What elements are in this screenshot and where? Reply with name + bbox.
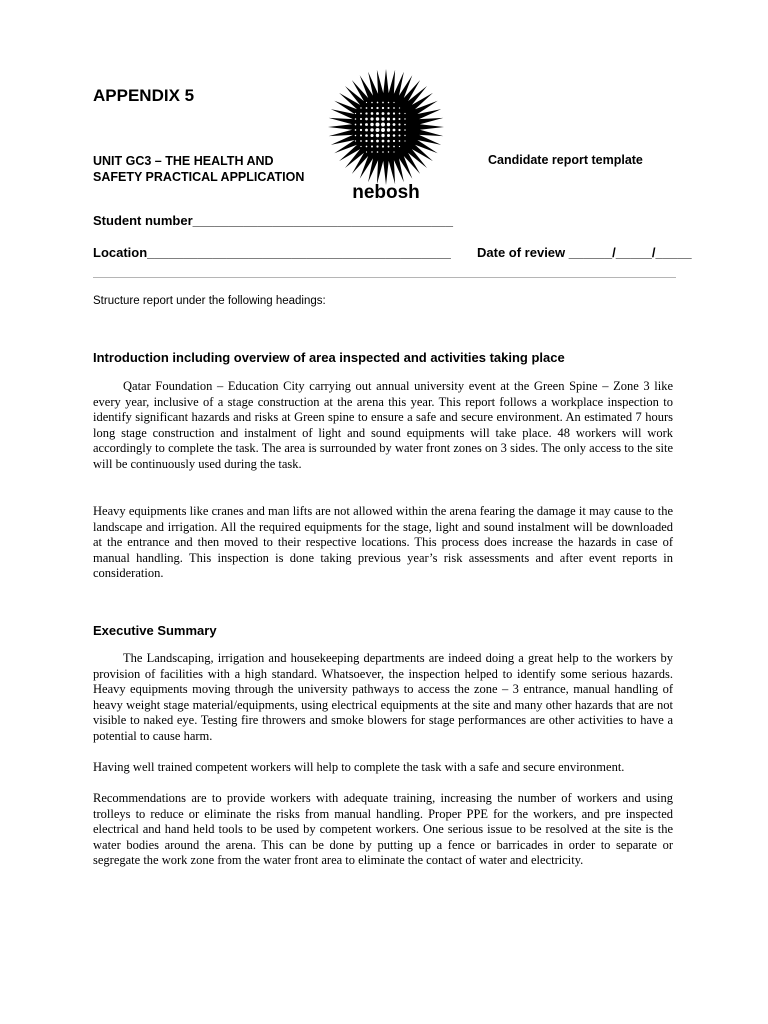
introduction-paragraph-2: Heavy equipments like cranes and man lifts are not allowed within the arena fearing the damage it may cause to the landscape and irrigation. All the required equipments for the stage, light and sound instalment will be downloaded at the entrance and then moved to their respective locations. This process does increase the hazards in case of manual handling. This inspection is done taking previous year’s risk assessments and after event reports in consideration. bbox=[93, 504, 673, 581]
sunburst-logo-icon bbox=[326, 64, 446, 204]
introduction-paragraph-1: Qatar Foundation – Education City carrying out annual university event at the Green Spine – Zone 3 like every year, inclusive of a stage construction at the arena this year. This report follows a workplace inspection to identify significant hazards and risks at Green spine to ensure a safe and secure environment. An estimated 7 hours long stage construction and instalment of light and sound equipments will take place. 48 workers will work accordingly to complete the task. The area is surrounded by water front zones on 3 sides. The only access to the site will be continuously used during the task. bbox=[93, 379, 673, 471]
divider bbox=[93, 277, 676, 278]
instruction-text: Structure report under the following headings: bbox=[93, 295, 326, 307]
unit-title-line-2: SAFETY PRACTICAL APPLICATION bbox=[93, 170, 305, 184]
unit-title-line-1: UNIT GC3 – THE HEALTH AND bbox=[93, 154, 274, 168]
student-number-field: Student number____________________________________ bbox=[93, 213, 453, 228]
date-of-review-field: Date of review ______/_____/_____ bbox=[477, 245, 692, 260]
unit-title bbox=[93, 153, 304, 185]
template-label: Candidate report template bbox=[488, 153, 643, 167]
executive-summary-heading: Executive Summary bbox=[93, 623, 217, 638]
location-field: Location__________________________________________ bbox=[93, 245, 451, 260]
executive-summary-paragraph-3: Recommendations are to provide workers with adequate training, increasing the number of workers and using trolleys to reduce or eliminate the risks from manual handling. Proper PPE for the workers, and pre inspected electrical and hand held tools to be used by competent workers. One serious issue to be resolved at the site is the water bodies around the arena. This can be done by putting up a fence or barricades in order to separate or segregate the work zone from the water front area to eliminate the contact of water and electricity. bbox=[93, 791, 673, 868]
nebosh-logo bbox=[326, 64, 446, 204]
logo-wordmark: nebosh bbox=[352, 182, 420, 203]
introduction-heading: Introduction including overview of area inspected and activities taking place bbox=[93, 350, 565, 365]
executive-summary-paragraph-1: The Landscaping, irrigation and housekeeping departments are indeed doing a great help to the workers by provision of facilities with a high standard. Whatsoever, the inspection helped to identify some serious hazards. Heavy equipments moving through the university pathways to access the zone – 3 entrance, manual handling of heavy weight stage material/equipments, using electrical equipments at the site and many other hazards that are not visible to naked eye. Testing fire throwers and smoke blowers for stage performances are other activities to have a potential to cause harm. bbox=[93, 651, 673, 743]
executive-summary-paragraph-2: Having well trained competent workers will help to complete the task with a safe and secure environment. bbox=[93, 760, 625, 774]
appendix-title: APPENDIX 5 bbox=[93, 86, 195, 105]
